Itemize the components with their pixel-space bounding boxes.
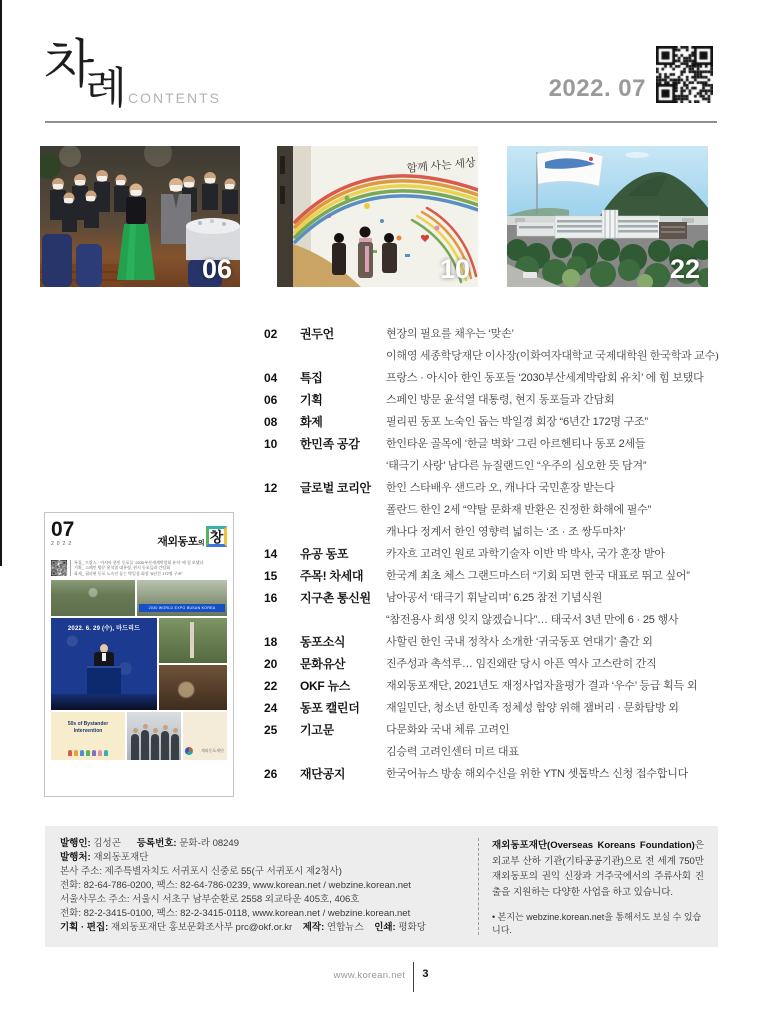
figure-icon bbox=[98, 750, 102, 756]
toc-entry-lines bbox=[386, 389, 720, 411]
publisher-label: 제작: bbox=[302, 922, 325, 933]
feature-photo-headquarters bbox=[507, 146, 708, 287]
toc-entry bbox=[264, 543, 720, 565]
toc-entry-page: 18 bbox=[264, 635, 278, 649]
publisher-value: 연합뉴스 bbox=[324, 922, 364, 933]
issue-date: 2022. 07 bbox=[548, 75, 646, 102]
collage-row-top bbox=[51, 580, 227, 616]
publisher-line bbox=[60, 907, 470, 921]
mural-calligraphy-text: 함께 사는 세상 bbox=[406, 156, 477, 175]
toc-entry bbox=[264, 675, 720, 697]
collage-poster bbox=[51, 712, 125, 760]
toc-entry-category: 특집 bbox=[300, 371, 323, 385]
toc-entry-lines bbox=[386, 719, 720, 763]
toc-entry-lines bbox=[386, 675, 720, 697]
toc-entry-lines bbox=[386, 587, 720, 631]
figure-icon bbox=[104, 750, 108, 756]
toc-entry-category: 지구촌 통신원 bbox=[300, 591, 371, 605]
collage-madrid-photo bbox=[51, 618, 157, 710]
photo-page-number: 22 bbox=[669, 254, 700, 285]
podium bbox=[87, 666, 121, 694]
toc-entry-line: 폴란드 한인 2세 “약탈 문화재 반환은 진정한 화해에 필수” bbox=[386, 504, 652, 516]
toc-entry-category: 동포소식 bbox=[300, 635, 346, 649]
toc-entry-page: 22 bbox=[264, 679, 278, 693]
toc-entry bbox=[264, 323, 720, 367]
cover-teaser-line: 화제_ 필리핀 동포 노숙인 돕는 박일경 회장 “6년간 172명 구조” bbox=[74, 570, 183, 576]
toc-entry-lines bbox=[386, 543, 720, 565]
person-silhouette bbox=[161, 731, 169, 760]
toc-entry-page: 26 bbox=[264, 767, 278, 781]
toc-entry-lines bbox=[386, 565, 720, 587]
publisher-value: 재외동포재단 bbox=[90, 852, 149, 863]
toc-entry-lines bbox=[386, 411, 720, 433]
toc-entry-line: 필리핀 동포 노숙인 돕는 박일경 회장 “6년간 172명 구조” bbox=[386, 416, 648, 428]
toc-entry bbox=[264, 565, 720, 587]
toc-entry-lines bbox=[386, 323, 720, 367]
toc-entry-category: 권두언 bbox=[300, 327, 334, 341]
foundation-description bbox=[492, 838, 704, 900]
collage-row-middle bbox=[51, 618, 227, 710]
collage-chess-photo bbox=[159, 665, 227, 710]
collage-row-bottom bbox=[51, 712, 227, 760]
toc-entry-category: 기획 bbox=[300, 393, 323, 407]
toc-entry bbox=[264, 719, 720, 763]
footer-url: www.korean.net bbox=[333, 970, 406, 981]
figure-icon bbox=[80, 750, 84, 756]
toc-entry-lines bbox=[386, 367, 720, 389]
toc-entry-line: 스페인 방문 윤석열 대통령, 현지 동포들과 간담회 bbox=[386, 394, 615, 406]
toc-entry-category: OKF 뉴스 bbox=[300, 679, 351, 693]
toc-entry-page: 10 bbox=[264, 437, 278, 451]
toc-entry-category: 화제 bbox=[300, 415, 323, 429]
toc-entry-line: 한국계 최초 체스 그랜드마스터 “기회 되면 한국 대표로 뛰고 싶어” bbox=[386, 570, 690, 582]
page-footer bbox=[0, 962, 762, 992]
toc-entry-lines bbox=[386, 477, 720, 543]
publisher-line bbox=[60, 837, 470, 851]
person-silhouette bbox=[151, 734, 159, 760]
publisher-value: 평화당 bbox=[395, 922, 426, 933]
toc-entry-page: 15 bbox=[264, 569, 278, 583]
collage-logo-block bbox=[183, 712, 227, 760]
toc-entry-category: 한민족 공감 bbox=[300, 437, 360, 451]
toc-entry-page: 20 bbox=[264, 657, 278, 671]
cover-brand-sub: 의 bbox=[197, 540, 204, 547]
person-silhouette bbox=[141, 730, 149, 760]
publisher-value: 재외동포재단 홍보문화조사부 prc@okf.or.kr bbox=[108, 922, 293, 933]
figure-icon bbox=[74, 750, 78, 756]
page-title-char1: 차 bbox=[44, 37, 95, 94]
toc-entry-line: 남아공서 ‘태극기 휘날리며’ 6.25 참전 기념식원 bbox=[386, 592, 603, 604]
toc-entry-page: 08 bbox=[264, 415, 278, 429]
publisher-value: 전화: 82-64-786-0200, 팩스: 82-64-786-0239, www.korean.net / webzine.korean.net bbox=[60, 880, 411, 891]
collage-group-photo-1 bbox=[51, 580, 135, 616]
cover-qr-code bbox=[51, 560, 67, 576]
toc-entry bbox=[264, 389, 720, 411]
cover-teaser bbox=[51, 559, 227, 577]
cover-year: 2022 bbox=[51, 541, 75, 547]
page-spine-line bbox=[0, 0, 2, 566]
contents-label: CONTENTS bbox=[128, 90, 221, 106]
publisher-value bbox=[121, 838, 137, 849]
toc-entry-category: 동포 캘린더 bbox=[300, 701, 360, 715]
publisher-value bbox=[292, 922, 303, 933]
toc-list bbox=[264, 323, 720, 785]
toc-entry bbox=[264, 697, 720, 719]
toc-entry-page: 04 bbox=[264, 371, 278, 385]
toc-entry-lines bbox=[386, 433, 720, 477]
person-silhouette bbox=[171, 734, 179, 760]
toc-entry-line: ‘태극기 사랑’ 남다른 뉴질랜드인 “우주의 심오한 뜻 담겨” bbox=[386, 460, 647, 472]
publisher-value: 김성곤 bbox=[90, 838, 121, 849]
qr-code bbox=[656, 46, 713, 103]
publisher-label: 등록번호: bbox=[136, 838, 177, 849]
publisher-label: 기획 · 편집: bbox=[60, 922, 109, 933]
imprint-box bbox=[45, 826, 718, 947]
toc-entry-page: 16 bbox=[264, 591, 278, 605]
publisher-line bbox=[60, 879, 470, 893]
publisher-value: 본사 주소: 제주특별자치도 서귀포시 신중로 55(구 서귀포시 제2청사) bbox=[60, 866, 342, 877]
page-title-char2: 례 bbox=[85, 66, 127, 113]
toc-entry bbox=[264, 653, 720, 675]
toc-entry bbox=[264, 477, 720, 543]
toc-entry-line: 한국어뉴스 방송 해외수신을 위한 YTN 셋톱박스 신청 접수합니다 bbox=[386, 768, 689, 780]
foundation-info-box bbox=[478, 838, 704, 935]
madrid-caption: 2022. 6. 29 (수), 마드리드 bbox=[67, 626, 141, 632]
toc-entry-line: 프랑스 · 아시아 한인 동포들 ‘2030부산세계박람회 유치’ 에 힘 보탰다 bbox=[386, 372, 704, 384]
toc-entry-page: 12 bbox=[264, 481, 278, 495]
toc-entry-line: 사할린 한인 국내 정착사 소개한 ‘귀국동포 연대기’ 출간 외 bbox=[386, 636, 653, 648]
collage-side-column bbox=[159, 618, 227, 710]
toc-entry-category: 재단공지 bbox=[300, 767, 346, 781]
cover-teaser-lines bbox=[70, 560, 224, 577]
collage-group-photo-3 bbox=[127, 712, 181, 760]
toc-entry-line: 캐나다 정계서 한인 영향력 넓히는 ‘조 · 조 쌍두마차’ bbox=[386, 526, 626, 538]
toc-entry bbox=[264, 763, 720, 785]
toc-entry-lines bbox=[386, 653, 720, 675]
okf-logo-icon bbox=[185, 747, 193, 755]
collage-group-photo-2 bbox=[137, 580, 227, 616]
figure-icon bbox=[68, 750, 72, 756]
toc-entry-category: 유공 동포 bbox=[300, 547, 349, 561]
page-number: 3 bbox=[422, 968, 429, 980]
feature-photo-mural bbox=[277, 146, 478, 287]
toc-entry-page: 02 bbox=[264, 327, 278, 341]
cover-brand-logo: 창 bbox=[206, 526, 227, 547]
webzine-note: • 본지는 webzine.korean.net을 통해서도 보실 수 있습니다. bbox=[492, 912, 702, 935]
speaker-shirt bbox=[102, 653, 106, 661]
publisher-value: 서울사무소 주소: 서울시 서초구 남부순환로 2558 외교타운 405호, 406호 bbox=[60, 894, 360, 905]
publisher-value: 전화: 82-2-3415-0100, 팩스: 82-2-3415-0118, www.korean.net / webzine.korean.net bbox=[60, 908, 411, 919]
header-divider bbox=[45, 121, 717, 123]
publisher-line bbox=[60, 893, 470, 907]
cover-photo-collage bbox=[51, 580, 227, 760]
publisher-line bbox=[60, 851, 470, 865]
toc-entry bbox=[264, 631, 720, 653]
foundation-name: 재외동포재단(Overseas Koreans Foundation) bbox=[492, 840, 695, 851]
person-silhouette bbox=[131, 734, 139, 760]
toc-entry-line: 한인 스타배우 샌드라 오, 캐나다 국민훈장 받는다 bbox=[386, 482, 615, 494]
cover-teaser-line: 특집_ 프랑스 · 아시아 한인 동포들 ‘2030부산세계박람회 유치’ 에 힘 보탰다 bbox=[74, 559, 204, 565]
toc-entry-category: 주목! 차세대 bbox=[300, 569, 364, 583]
toc-entry bbox=[264, 433, 720, 477]
poster-figures bbox=[55, 750, 121, 756]
toc-entry-category: 기고문 bbox=[300, 723, 334, 737]
photo-page-number: 10 bbox=[439, 254, 470, 285]
okf-logo-text: 재외동포재단 bbox=[200, 748, 224, 753]
toc-entry-line: “참전용사 희생 잊지 않겠습니다”… 태국서 3년 만에 6 · 25 행사 bbox=[386, 614, 679, 626]
audience-blur bbox=[51, 694, 157, 710]
expo-banner: 2030 WORLD EXPO BUSAN KOREA bbox=[139, 604, 225, 612]
publisher-line bbox=[60, 865, 470, 879]
toc-entry-lines bbox=[386, 631, 720, 653]
toc-entry-line: 현장의 필요를 채우는 ‘맞손’ bbox=[386, 328, 514, 340]
cover-brand-main: 재외동포 bbox=[157, 536, 198, 548]
toc-entry-page: 14 bbox=[264, 547, 278, 561]
cover-masthead bbox=[51, 519, 227, 557]
foundation-description-rest: 은 외교부 산하 기관(기타공공기관)으로 전 세계 750만 재외동포의 권익 신장과 거주국에서의 주류사회 진출을 지원하는 다양한 사업을 하고 있습니다. bbox=[492, 840, 704, 898]
publisher-label: 발행처: bbox=[60, 852, 91, 863]
toc-entry-line: 재일민단, 청소년 한민족 정체성 함양 위해 잼버리 · 문화탐방 외 bbox=[386, 702, 679, 714]
figure-icon bbox=[86, 750, 90, 756]
toc-entry-page: 24 bbox=[264, 701, 278, 715]
toc-entry-line: 김승력 고려인센터 미르 대표 bbox=[386, 746, 519, 758]
publisher-lines bbox=[60, 837, 470, 935]
photo-page-number: 06 bbox=[201, 254, 232, 285]
toc-entry-lines bbox=[386, 763, 720, 785]
toc-entry-category: 글로벌 코리안 bbox=[300, 481, 371, 495]
publisher-value bbox=[364, 922, 375, 933]
toc-entry-lines bbox=[386, 697, 720, 719]
cover-brand bbox=[157, 526, 227, 557]
publisher-value: 문화-라 08249 bbox=[176, 838, 239, 849]
publisher-line bbox=[60, 921, 470, 935]
toc-entry bbox=[264, 587, 720, 631]
cover-teaser-line: 기획_ 스페인 방문 윤석열 대통령, 현지 동포들과 간담회 bbox=[74, 565, 171, 571]
cover-brand-text bbox=[157, 533, 204, 549]
cover-thumbnail bbox=[44, 512, 234, 797]
toc-entry bbox=[264, 411, 720, 433]
toc-entry-line: 재외동포재단, 2021년도 재정사업자율평가 결과 ‘우수’ 등급 획득 외 bbox=[386, 680, 698, 692]
monument-pole bbox=[190, 622, 194, 658]
footer-divider bbox=[413, 962, 414, 992]
toc-entry-page: 06 bbox=[264, 393, 278, 407]
feature-photo-event bbox=[40, 146, 240, 287]
publisher-label: 발행인: bbox=[60, 838, 91, 849]
page-title bbox=[44, 34, 136, 113]
toc-entry-line: 다문화와 국내 체류 고려인 bbox=[386, 724, 510, 736]
toc-entry bbox=[264, 367, 720, 389]
toc-entry-line: 이해영 세종학당재단 이사장(이화여자대학교 국제대학원 한국학과 교수) bbox=[386, 350, 719, 362]
toc-entry-line: 진주성과 촉석루… 임진왜란 당시 아픈 역사 고스란히 간직 bbox=[386, 658, 657, 670]
figure-icon bbox=[92, 750, 96, 756]
toc-entry-page: 25 bbox=[264, 723, 278, 737]
toc-entry-line: 한인타운 골목에 ‘한글 벽화’ 그린 아르헨티나 동포 2세들 bbox=[386, 438, 646, 450]
toc-entry-line: 카자흐 고려인 원로 과학기술자 이반 박 박사, 국가 훈장 받아 bbox=[386, 548, 665, 560]
cover-issue bbox=[51, 519, 74, 557]
publisher-label: 인쇄: bbox=[374, 922, 396, 933]
poster-text: 50s of Bystander Intervention bbox=[67, 721, 109, 734]
collage-outdoor-photo bbox=[159, 618, 227, 663]
cover-month: 07 bbox=[51, 518, 75, 541]
toc-entry-category: 문화유산 bbox=[300, 657, 346, 671]
